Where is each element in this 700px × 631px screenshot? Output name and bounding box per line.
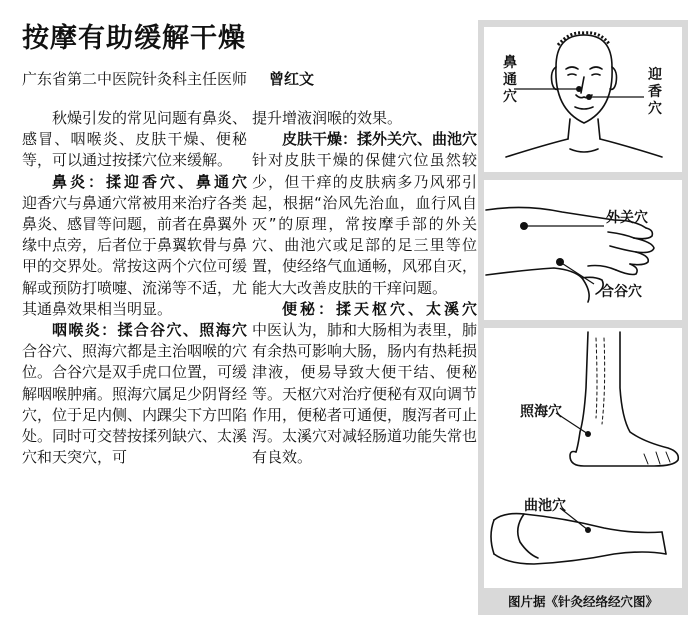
- section-heading-pharyngitis: 咽喉炎：揉合谷穴、照海穴: [52, 321, 247, 340]
- author-name: 曾红文: [269, 70, 315, 88]
- section-heading-constipation: 便秘：揉天枢穴、太溪穴: [282, 299, 477, 318]
- section-body-dry-skin: 针对皮肤干燥的保健穴位虽然较少，但干痒的皮肤病多乃风邪引起，根据“治风先治血，血行风自灭”的原理，常按摩手部的外关穴、曲池穴或足部的足三里等位置，使经络气血通畅，风邪自灭，能大大改善皮肤的干痒问题。: [252, 151, 478, 297]
- section-pharyngitis-continued: 提升增液润喉的效果。: [252, 109, 403, 127]
- label-quchi: 曲池穴: [524, 498, 566, 514]
- hand-panel: [484, 180, 682, 320]
- section-constipation: [252, 299, 477, 469]
- label-zhaohai: 照海穴: [520, 404, 562, 420]
- article-column-2: [252, 108, 477, 468]
- arm-illustration-icon: [484, 328, 682, 588]
- acupoint-figure: [478, 20, 688, 615]
- section-heading-dry-skin: 皮肤干燥：揉外关穴、曲池穴: [282, 130, 478, 149]
- section-body-pharyngitis: 合谷穴、照海穴都是主治咽喉的穴位。合谷穴是双手虎口位置，可缓解咽喉肿痛。照海穴属足少阴肾经穴，位于足内侧、内踝尖下方凹陷处。同时可交替按揉列缺穴、太溪穴和天突穴，可: [22, 342, 248, 467]
- article-title: 按摩有助缓解干燥: [22, 23, 246, 54]
- label-waiguan: 外关穴: [606, 210, 648, 226]
- label-yingxiang: 迎香穴: [648, 67, 662, 117]
- byline: [22, 68, 314, 90]
- foot-arm-panel: [484, 328, 682, 588]
- section-rhinitis: [22, 172, 247, 320]
- label-bitong: 鼻通穴: [503, 55, 517, 105]
- section-dry-skin: [252, 129, 477, 299]
- label-hegu: 合谷穴: [600, 284, 642, 300]
- section-body-constipation: 中医认为，肺和大肠相为表里，肺有余热可影响大肠，肠内有热耗损津液，便易导致大便干结、便秘等。天枢穴对治疗便秘有双向调节作用，便秘者可通便，腹泻者可止泻。太溪穴对减轻肠道功能失常也有良效。: [252, 321, 478, 467]
- face-panel: [484, 27, 682, 172]
- author-affiliation: 广东省第二中医院针灸科主任医师: [22, 70, 248, 88]
- section-heading-rhinitis: 鼻炎：揉迎香穴、鼻通穴: [52, 172, 247, 191]
- figure-caption: 图片据《针灸经络经穴图》: [507, 594, 658, 609]
- section-body-rhinitis: 迎香穴与鼻通穴常被用来治疗各类鼻炎、感冒等问题，前者在鼻翼外缘中点旁，后者位于鼻翼软骨与鼻甲的交界处。常按这两个穴位可缓解或预防打喷嚏、流涕等不适，尤其通鼻效果相当明显。: [22, 193, 248, 318]
- article-column-1: [22, 108, 247, 468]
- hand-illustration-icon: [484, 180, 682, 320]
- intro-paragraph: 秋燥引发的常见问题有鼻炎、感冒、咽喉炎、皮肤干燥、便秘等，可以通过按揉穴位来缓解。: [22, 109, 248, 170]
- section-pharyngitis: [22, 320, 247, 468]
